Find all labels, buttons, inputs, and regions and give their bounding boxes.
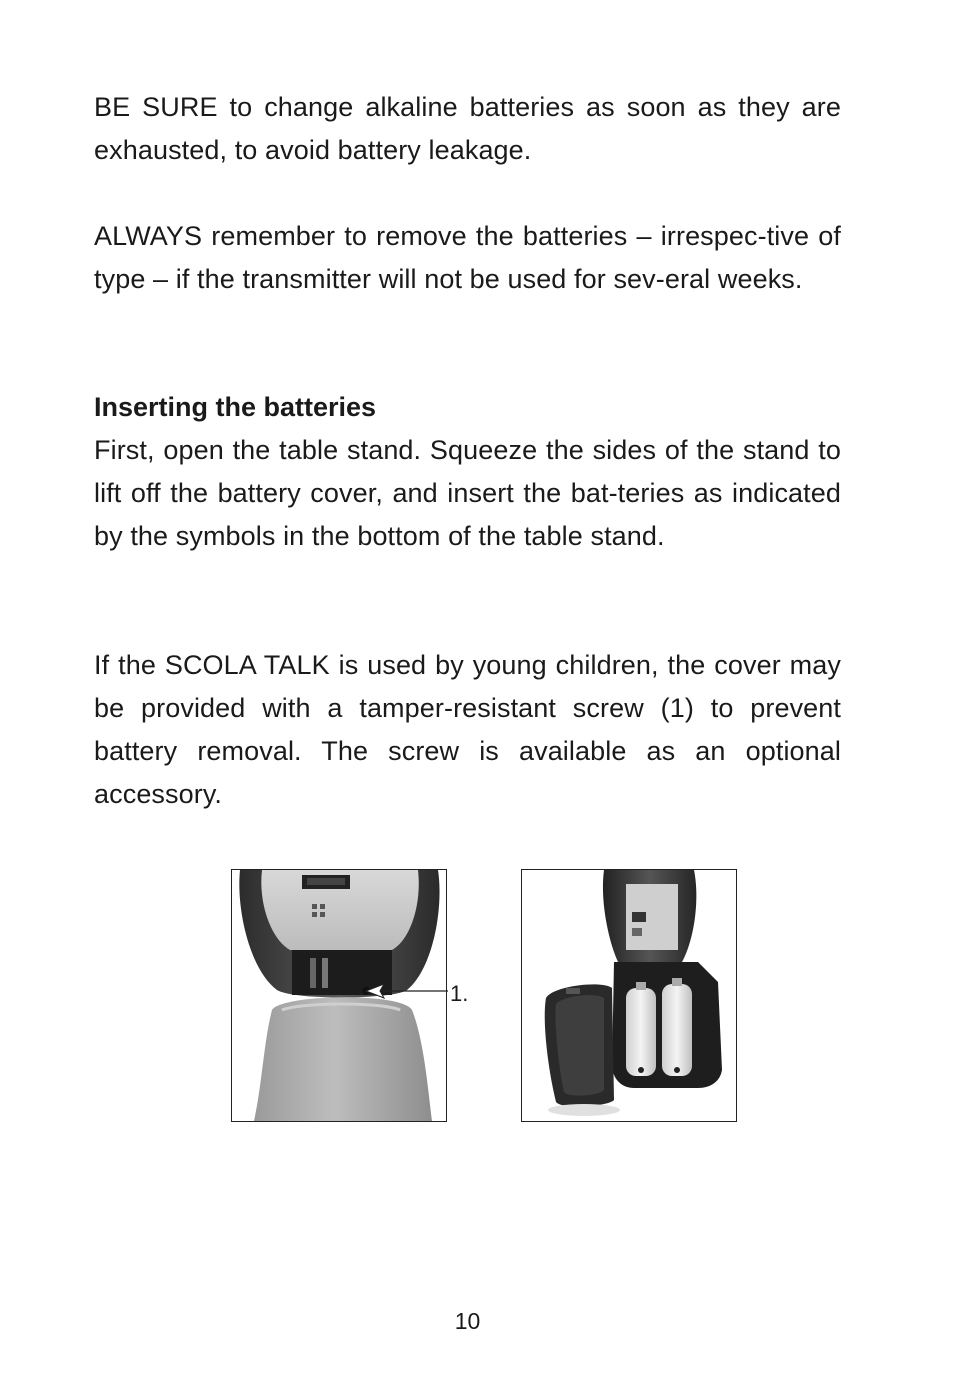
callout-label: 1.: [450, 981, 469, 1006]
always-paragraph: ALWAYS remember to remove the batteries – irrespec-tive of type – if the transmitter will not be used for sev-eral weeks.: [94, 221, 841, 294]
page-number: 10: [454, 1308, 481, 1334]
callout-arrow: [360, 980, 450, 1004]
inserting-batteries-heading: Inserting the batteries: [94, 392, 377, 422]
battery-compartment-illustration: [522, 870, 736, 1121]
scola-talk-paragraph: If the SCOLA TALK is used by young children, the cover may be provided with a tamper-resistant screw (1) to prevent battery removal. The screw is available as an optional accessory.: [94, 650, 841, 809]
inserting-batteries-paragraph: First, open the table stand. Squeeze the sides of the stand to lift off the battery cover, and insert the bat-teries as indicated by the symbols in the bottom of the table stand.: [94, 435, 841, 551]
be-sure-paragraph: BE SURE to change alkaline batteries as soon as they are exhausted, to avoid battery leakage.: [94, 92, 841, 165]
battery-compartment-photo: [521, 869, 737, 1122]
